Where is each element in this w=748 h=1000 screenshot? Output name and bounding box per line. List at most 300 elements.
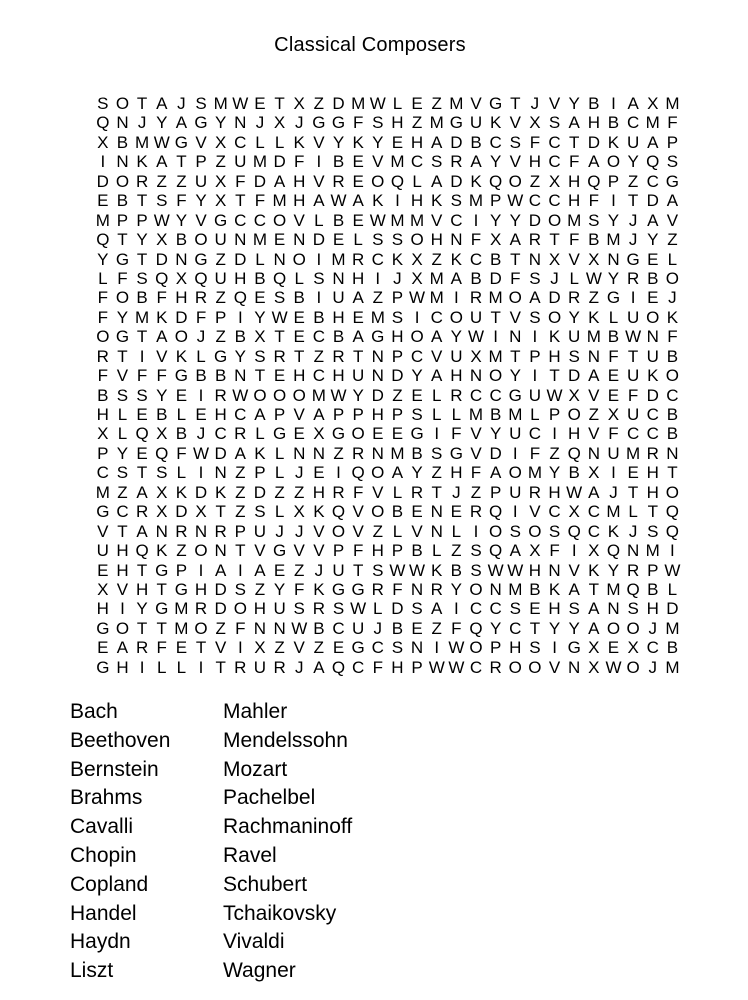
grid-cell[interactable]: R [234,657,247,677]
grid-cell[interactable]: V [666,210,679,230]
grid-cell[interactable]: C [469,599,483,619]
grid-cell[interactable]: L [117,405,128,424]
grid-cell[interactable]: N [293,443,306,463]
grid-cell[interactable]: I [630,288,636,308]
grid-cell[interactable]: V [293,405,305,424]
grid-cell[interactable]: L [667,579,678,599]
grid-cell[interactable]: O [489,521,503,541]
grid-cell[interactable]: W [389,560,406,580]
grid-cell[interactable]: S [372,560,384,580]
grid-cell[interactable]: N [430,521,443,541]
grid-cell[interactable]: H [646,599,659,619]
grid-cell[interactable]: O [508,171,522,191]
grid-cell[interactable]: L [274,132,285,152]
grid-cell[interactable]: P [175,560,188,580]
grid-cell[interactable]: K [214,482,227,502]
grid-cell[interactable]: M [390,443,405,463]
grid-cell[interactable]: A [156,327,168,347]
grid-cell[interactable]: E [627,463,639,483]
grid-cell[interactable]: O [194,541,208,561]
grid-cell[interactable]: H [175,288,188,308]
grid-cell[interactable]: P [647,560,659,580]
grid-cell[interactable]: V [588,424,600,444]
grid-cell[interactable]: F [195,307,207,327]
grid-cell[interactable]: O [272,210,287,230]
grid-cell[interactable]: V [293,541,305,561]
grid-cell[interactable]: E [391,132,404,152]
grid-cell[interactable]: R [528,482,542,502]
grid-cell[interactable]: O [469,579,483,599]
grid-cell[interactable]: T [549,366,560,386]
grid-cell[interactable]: W [448,638,465,658]
grid-cell[interactable]: L [530,405,540,424]
grid-cell[interactable]: G [194,249,208,269]
grid-cell[interactable]: H [450,366,463,386]
grid-cell[interactable]: I [316,152,322,172]
grid-cell[interactable]: E [647,288,659,308]
grid-cell[interactable]: V [254,541,266,561]
grid-cell[interactable]: U [214,268,227,288]
grid-cell[interactable]: R [469,288,483,308]
grid-cell[interactable]: K [175,482,188,502]
grid-cell[interactable]: D [528,210,542,230]
grid-cell[interactable]: C [587,502,600,522]
grid-cell[interactable]: L [392,521,403,541]
grid-cell[interactable]: G [665,171,680,191]
grid-cell[interactable]: A [588,618,600,638]
grid-cell[interactable]: Y [195,191,207,211]
grid-cell[interactable]: Y [489,424,502,444]
grid-cell[interactable]: F [352,113,364,133]
grid-cell[interactable]: Y [175,210,188,230]
grid-cell[interactable]: P [411,657,423,677]
grid-cell[interactable]: D [450,171,463,191]
grid-cell[interactable]: O [489,366,503,386]
grid-cell[interactable]: C [489,132,502,152]
grid-cell[interactable]: Y [411,366,423,386]
grid-cell[interactable]: X [529,541,541,561]
grid-cell[interactable]: V [293,638,305,658]
grid-cell[interactable]: H [568,424,581,444]
grid-cell[interactable]: F [588,191,600,211]
grid-cell[interactable]: V [431,210,443,230]
grid-cell[interactable]: V [313,541,325,561]
grid-cell[interactable]: D [253,482,267,502]
grid-cell[interactable]: O [194,618,208,638]
grid-cell[interactable]: M [508,579,523,599]
grid-cell[interactable]: T [156,579,167,599]
grid-cell[interactable]: J [196,424,206,444]
grid-cell[interactable]: A [254,560,266,580]
grid-cell[interactable]: X [254,327,266,347]
grid-cell[interactable]: X [254,638,266,658]
grid-cell[interactable]: C [548,191,561,211]
grid-cell[interactable]: F [176,443,187,463]
grid-cell[interactable]: O [371,171,385,191]
grid-cell[interactable]: A [431,366,443,386]
grid-cell[interactable]: E [411,385,423,405]
grid-cell[interactable]: J [393,268,402,288]
grid-cell[interactable]: H [568,171,581,191]
grid-cell[interactable]: O [508,657,522,677]
grid-cell[interactable]: V [313,132,325,152]
grid-cell[interactable]: S [372,230,384,250]
grid-cell[interactable]: X [313,424,325,444]
grid-cell[interactable]: D [391,599,404,619]
grid-cell[interactable]: O [528,657,542,677]
grid-cell[interactable]: S [568,599,580,619]
grid-cell[interactable]: Q [135,424,149,444]
grid-cell[interactable]: O [292,249,306,269]
grid-cell[interactable]: M [508,405,523,424]
grid-cell[interactable]: O [626,618,640,638]
grid-cell[interactable]: V [352,521,364,541]
grid-cell[interactable]: H [214,405,227,424]
grid-cell[interactable]: N [175,249,188,269]
grid-cell[interactable]: T [235,541,246,561]
grid-cell[interactable]: F [117,268,128,288]
grid-cell[interactable]: T [490,307,501,327]
grid-cell[interactable]: R [450,152,463,172]
grid-cell[interactable]: Z [235,482,246,502]
grid-cell[interactable]: T [529,618,541,638]
grid-cell[interactable]: E [97,638,109,658]
grid-cell[interactable]: M [527,463,542,483]
grid-cell[interactable]: I [336,463,341,483]
grid-cell[interactable]: U [352,366,365,386]
grid-cell[interactable]: V [214,638,227,658]
grid-cell[interactable]: B [588,230,600,250]
grid-cell[interactable]: S [391,307,404,327]
grid-cell[interactable]: G [410,424,424,444]
grid-cell[interactable]: X [588,463,600,483]
grid-cell[interactable]: C [509,618,522,638]
grid-cell[interactable]: Z [294,560,305,580]
grid-cell[interactable]: Z [254,579,266,599]
grid-cell[interactable]: H [116,541,129,561]
grid-cell[interactable]: B [332,327,345,347]
grid-cell[interactable]: Y [548,618,561,638]
grid-cell[interactable]: J [177,94,186,113]
grid-cell[interactable]: G [194,113,208,133]
grid-cell[interactable]: C [646,405,659,424]
grid-cell[interactable]: I [670,541,675,561]
grid-cell[interactable]: V [548,94,561,113]
grid-cell[interactable]: S [273,288,286,308]
grid-cell[interactable]: I [493,327,498,347]
grid-cell[interactable]: K [313,502,325,522]
grid-cell[interactable]: N [194,521,208,541]
grid-cell[interactable]: N [371,346,384,366]
grid-cell[interactable]: K [156,307,168,327]
grid-cell[interactable]: Y [627,152,639,172]
grid-cell[interactable]: T [195,638,207,658]
grid-cell[interactable]: G [489,94,503,113]
grid-cell[interactable]: J [196,327,206,347]
grid-cell[interactable]: N [587,443,600,463]
grid-cell[interactable]: Y [509,210,521,230]
grid-cell[interactable]: C [469,249,483,269]
grid-cell[interactable]: I [552,638,557,658]
grid-cell[interactable]: G [96,502,110,522]
grid-cell[interactable]: D [489,268,502,288]
grid-cell[interactable]: E [293,307,305,327]
grid-cell[interactable]: R [214,385,227,405]
grid-cell[interactable]: N [666,443,679,463]
grid-cell[interactable]: Q [469,618,483,638]
grid-cell[interactable]: W [507,191,524,211]
grid-cell[interactable]: O [508,288,522,308]
grid-cell[interactable]: I [532,366,538,386]
grid-cell[interactable]: L [98,268,108,288]
grid-cell[interactable]: S [529,307,541,327]
grid-cell[interactable]: T [136,618,148,638]
grid-cell[interactable]: D [666,599,679,619]
grid-cell[interactable]: L [431,405,442,424]
grid-cell[interactable]: Z [431,618,442,638]
grid-cell[interactable]: M [213,94,228,113]
grid-cell[interactable]: X [156,502,168,522]
grid-cell[interactable]: Z [333,443,344,463]
grid-cell[interactable]: M [449,94,464,113]
grid-cell[interactable]: Q [194,268,208,288]
grid-cell[interactable]: X [548,249,561,269]
grid-cell[interactable]: T [254,366,266,386]
grid-cell[interactable]: B [489,249,502,269]
grid-cell[interactable]: Z [176,171,187,191]
grid-cell[interactable]: G [214,346,228,366]
grid-cell[interactable]: E [136,405,148,424]
grid-cell[interactable]: R [489,657,502,677]
grid-cell[interactable]: S [254,502,266,522]
grid-cell[interactable]: V [411,521,423,541]
grid-cell[interactable]: H [116,657,129,677]
grid-cell[interactable]: P [234,521,246,541]
grid-cell[interactable]: S [529,638,541,658]
grid-cell[interactable]: V [568,249,580,269]
grid-cell[interactable]: P [548,405,561,424]
grid-cell[interactable]: Z [235,502,246,522]
grid-cell[interactable]: N [234,366,247,386]
grid-cell[interactable]: O [115,171,130,191]
grid-cell[interactable]: E [411,502,423,522]
grid-cell[interactable]: C [253,210,267,230]
grid-cell[interactable]: C [371,249,384,269]
grid-cell[interactable]: B [116,191,129,211]
grid-cell[interactable]: B [195,366,207,386]
grid-cell[interactable]: N [410,638,424,658]
grid-cell[interactable]: R [312,599,325,619]
grid-cell[interactable]: O [96,327,110,347]
grid-cell[interactable]: P [489,482,502,502]
grid-cell[interactable]: M [468,191,484,211]
grid-cell[interactable]: Z [215,327,226,347]
grid-cell[interactable]: O [174,327,188,347]
grid-cell[interactable]: D [175,502,188,522]
grid-cell[interactable]: C [312,327,325,347]
grid-cell[interactable]: F [156,638,167,658]
grid-cell[interactable]: S [293,599,305,619]
grid-cell[interactable]: B [234,327,246,347]
grid-cell[interactable]: Z [313,346,325,366]
grid-cell[interactable]: C [646,424,659,444]
grid-cell[interactable]: C [528,191,542,211]
grid-cell[interactable]: F [569,230,580,250]
grid-cell[interactable]: R [135,171,149,191]
grid-cell[interactable]: I [571,541,577,561]
grid-cell[interactable]: B [607,327,620,347]
grid-cell[interactable]: R [332,346,345,366]
grid-cell[interactable]: G [272,424,287,444]
grid-cell[interactable]: A [588,482,600,502]
grid-cell[interactable]: Z [529,171,541,191]
grid-cell[interactable]: N [626,541,640,561]
grid-cell[interactable]: Y [607,210,620,230]
grid-cell[interactable]: C [469,385,483,405]
grid-cell[interactable]: X [97,132,109,152]
grid-cell[interactable]: M [174,618,189,638]
grid-cell[interactable]: N [410,579,424,599]
grid-cell[interactable]: D [548,288,561,308]
grid-cell[interactable]: I [120,599,125,619]
grid-cell[interactable]: Q [567,521,581,541]
grid-cell[interactable]: H [410,191,424,211]
grid-cell[interactable]: C [626,424,640,444]
grid-cell[interactable]: W [350,599,367,619]
grid-cell[interactable]: Z [431,249,442,269]
grid-cell[interactable]: L [117,424,128,444]
grid-cell[interactable]: H [548,346,561,366]
grid-cell[interactable]: S [627,599,639,619]
grid-cell[interactable]: A [509,230,521,250]
grid-cell[interactable]: R [194,599,208,619]
grid-cell[interactable]: L [294,268,304,288]
grid-cell[interactable]: U [332,288,345,308]
grid-cell[interactable]: O [528,521,542,541]
grid-cell[interactable]: F [392,579,403,599]
grid-cell[interactable]: H [410,132,424,152]
grid-cell[interactable]: A [666,191,679,211]
grid-cell[interactable]: P [116,210,129,230]
grid-cell[interactable]: E [450,502,463,522]
grid-cell[interactable]: X [175,268,188,288]
grid-cell[interactable]: T [136,249,148,269]
grid-cell[interactable]: I [139,346,145,366]
grid-cell[interactable]: Q [665,521,680,541]
grid-cell[interactable]: F [97,366,109,386]
grid-cell[interactable]: J [452,482,461,502]
grid-cell[interactable]: H [646,463,659,483]
grid-cell[interactable]: G [449,443,463,463]
grid-cell[interactable]: X [97,424,109,444]
grid-cell[interactable]: N [273,249,286,269]
grid-cell[interactable]: C [96,463,109,483]
grid-cell[interactable]: E [607,385,620,405]
grid-cell[interactable]: Z [274,482,285,502]
grid-cell[interactable]: Q [331,657,346,677]
grid-cell[interactable]: G [174,579,188,599]
grid-cell[interactable]: B [470,132,482,152]
grid-cell[interactable]: E [97,560,109,580]
grid-cell[interactable]: A [116,638,129,658]
grid-cell[interactable]: Y [450,579,463,599]
grid-cell[interactable]: W [566,482,583,502]
grid-cell[interactable]: D [587,132,600,152]
grid-cell[interactable]: L [255,249,265,269]
grid-cell[interactable]: N [253,618,267,638]
grid-cell[interactable]: M [174,599,189,619]
grid-cell[interactable]: K [293,132,305,152]
grid-cell[interactable]: Y [568,618,580,638]
grid-cell[interactable]: W [664,560,681,580]
grid-cell[interactable]: U [234,152,247,172]
grid-cell[interactable]: S [411,405,423,424]
grid-cell[interactable]: E [529,599,541,619]
grid-cell[interactable]: K [588,560,600,580]
grid-cell[interactable]: O [331,521,346,541]
grid-cell[interactable]: W [428,657,445,677]
grid-cell[interactable]: Y [97,249,109,269]
grid-cell[interactable]: L [353,230,363,250]
grid-cell[interactable]: Z [313,94,325,113]
grid-cell[interactable]: A [588,152,600,172]
grid-cell[interactable]: O [547,210,562,230]
grid-cell[interactable]: K [136,152,148,172]
grid-cell[interactable]: H [450,463,463,483]
grid-cell[interactable]: U [332,560,345,580]
grid-cell[interactable]: M [626,443,641,463]
grid-cell[interactable]: Z [627,171,639,191]
grid-cell[interactable]: T [510,94,521,113]
grid-cell[interactable]: R [194,288,208,308]
grid-cell[interactable]: V [509,307,521,327]
grid-cell[interactable]: M [586,327,601,347]
grid-cell[interactable]: H [371,541,384,561]
grid-cell[interactable]: L [608,307,619,327]
grid-cell[interactable]: C [352,657,365,677]
grid-cell[interactable]: Z [470,482,482,502]
grid-cell[interactable]: M [331,249,346,269]
grid-cell[interactable]: K [372,191,384,211]
grid-cell[interactable]: M [390,210,405,230]
grid-cell[interactable]: U [626,366,640,386]
grid-cell[interactable]: A [352,191,364,211]
grid-cell[interactable]: B [293,288,305,308]
grid-cell[interactable]: D [214,443,227,463]
grid-cell[interactable]: T [569,132,580,152]
grid-cell[interactable]: M [665,618,680,638]
grid-cell[interactable]: V [588,385,600,405]
grid-cell[interactable]: O [606,618,621,638]
grid-cell[interactable]: O [410,327,424,347]
grid-cell[interactable]: Q [489,541,503,561]
grid-cell[interactable]: L [431,385,442,405]
grid-cell[interactable]: F [470,230,482,250]
grid-cell[interactable]: C [116,502,129,522]
grid-cell[interactable]: B [666,346,679,366]
grid-cell[interactable]: N [489,579,502,599]
grid-cell[interactable]: T [549,230,560,250]
grid-cell[interactable]: O [194,230,208,250]
grid-cell[interactable]: V [529,502,541,522]
grid-cell[interactable]: A [588,599,600,619]
grid-cell[interactable]: O [665,268,680,288]
grid-cell[interactable]: B [647,579,659,599]
grid-cell[interactable]: E [332,638,345,658]
grid-cell[interactable]: I [552,424,557,444]
grid-cell[interactable]: A [568,579,580,599]
grid-cell[interactable]: Q [587,171,601,191]
